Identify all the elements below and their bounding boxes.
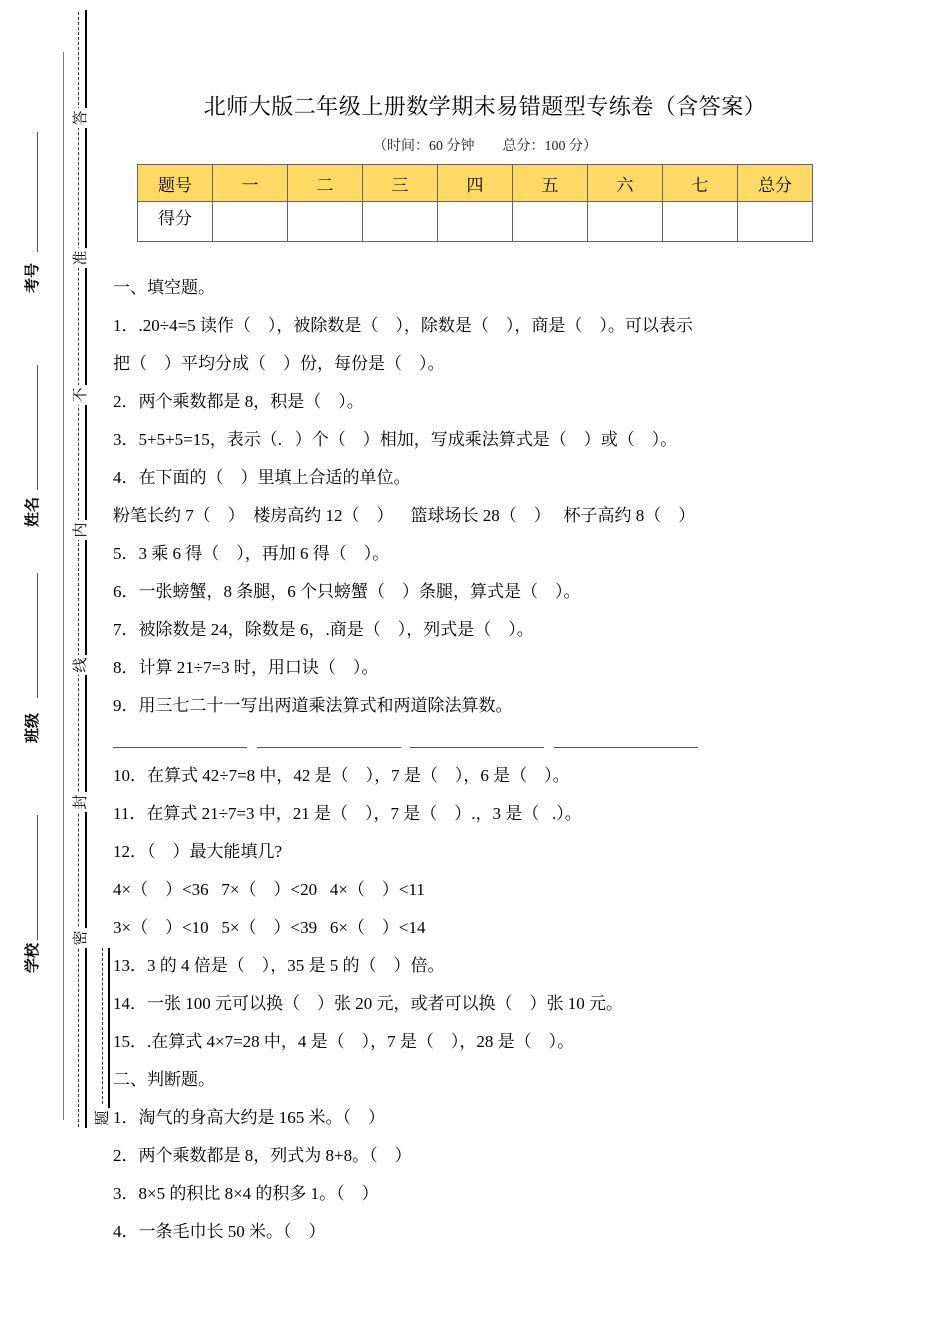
answer-blank-line[interactable] — [257, 747, 401, 748]
header-cell: 六 — [588, 165, 663, 202]
question-line: 4．在下面的（ ）里填上合适的单位。 — [113, 468, 411, 487]
score-cell[interactable] — [213, 202, 288, 242]
school-label: 学校 — [23, 943, 41, 974]
seal-char: 封 — [70, 792, 90, 812]
question-line: 3×（ ）<10 5×（ ）<39 6×（ ）<14 — [113, 918, 426, 937]
inner-dashed-line — [102, 948, 103, 1104]
header-cell: 四 — [438, 165, 513, 202]
header-cell: 总分 — [738, 165, 813, 202]
question-line: 7．被除数是 24，除数是 6，.商是（ ），列式是（ ）。 — [113, 620, 534, 639]
class-line — [37, 573, 38, 698]
seal-char: 题 — [92, 1108, 112, 1128]
exam-info: （时间：60 分钟 总分：100 分） — [373, 139, 597, 154]
question-line: 2．两个乘数都是 8，积是（ ）。 — [113, 392, 364, 411]
question-line: 13．3 的 4 倍是（ ），35 是 5 的（ ）倍。 — [113, 956, 445, 975]
inner-solid-line — [108, 948, 110, 1108]
seal-char: 准 — [70, 248, 90, 268]
question-line: 3．8×5 的积比 8×4 的积多 1。（ ） — [113, 1184, 379, 1203]
score-cell[interactable] — [588, 202, 663, 242]
question-line: 10．在算式 42÷7=8 中，42 是（ ），7 是（ ），6 是（ ）。 — [113, 766, 570, 785]
seal-char: 内 — [70, 520, 90, 540]
header-cell: 一 — [213, 165, 288, 202]
binding-dashed-line — [78, 12, 79, 1127]
question-line: 6．一张螃蟹，8 条腿，6 个只螃蟹（ ）条腿，算式是（ ）。 — [113, 582, 581, 601]
question-line: 1．淘气的身高大约是 165 米。（ ） — [113, 1108, 385, 1127]
seal-char: 答 — [70, 108, 90, 128]
school-line — [37, 815, 38, 940]
header-cell: 题号 — [138, 165, 213, 202]
score-cell[interactable] — [438, 202, 513, 242]
score-cell[interactable] — [288, 202, 363, 242]
question-line: 5．3 乘 6 得（ ），再加 6 得（ ）。 — [113, 544, 390, 563]
score-table-score-row — [138, 202, 813, 242]
question-line: 12．（ ）最大能填几? — [113, 842, 283, 861]
section-heading-fill-in: 一、填空题。 — [113, 278, 215, 297]
binding-gray-line — [63, 52, 64, 1120]
question-line: 粉笔长约 7（ ） 楼房高约 12（ ） 篮球场长 28（ ） 杯子高约 8（ ） — [113, 506, 696, 525]
exam-number-label: 考号 — [23, 263, 41, 294]
header-cell: 二 — [288, 165, 363, 202]
score-cell[interactable] — [663, 202, 738, 242]
question-line: 3．5+5+5=15，表示（. ）个（ ）相加，写成乘法算式是（ ）或（ ）。 — [113, 430, 678, 449]
question-line: 8．计算 21÷7=3 时，用口诀（ ）。 — [113, 658, 379, 677]
class-label: 班级 — [23, 713, 41, 744]
question-line: 15．.在算式 4×7=28 中，4 是（ ），7 是（ ），28 是（ ）。 — [113, 1032, 575, 1051]
question-line: 9．用三七二十一写出两道乘法算式和两道除法算数。 — [113, 696, 513, 715]
header-cell: 五 — [513, 165, 588, 202]
binding-solid-line — [85, 10, 87, 1128]
question-line: 11．在算式 21÷7=3 中，21 是（ ），7 是（ ）.，3 是（ .）。 — [113, 804, 582, 823]
student-name-label: 姓名 — [23, 497, 41, 528]
score-cell[interactable] — [363, 202, 438, 242]
score-cell[interactable] — [738, 202, 813, 242]
page-title: 北师大版二年级上册数学期末易错题型专练卷（含答案） — [203, 95, 767, 120]
header-cell: 三 — [363, 165, 438, 202]
answer-blank-line[interactable] — [554, 747, 698, 748]
answer-blank-line[interactable] — [410, 747, 544, 748]
header-cell: 七 — [663, 165, 738, 202]
question-line: 4．一条毛巾长 50 米。（ ） — [113, 1222, 326, 1241]
answer-blank-line[interactable] — [113, 747, 247, 748]
score-table — [137, 164, 813, 242]
seal-char: 不 — [70, 385, 90, 405]
question-line: 把（ ）平均分成（ ）份，每份是（ ）。 — [113, 354, 445, 373]
seal-char: 线 — [70, 655, 90, 675]
question-line: 2．两个乘数都是 8，列式为 8+8。（ ） — [113, 1146, 412, 1165]
question-line: 14．一张 100 元可以换（ ）张 20 元，或者可以换（ ）张 10 元。 — [113, 994, 623, 1013]
question-line: 1．.20÷4=5 读作（ ），被除数是（ ），除数是（ ），商是（ ）。可以表示 — [113, 316, 693, 335]
name-line — [37, 365, 38, 490]
score-cell[interactable] — [513, 202, 588, 242]
score-row-label: 得分 — [138, 202, 213, 242]
score-table-header-row — [138, 165, 813, 202]
question-line: 4×（ ）<36 7×（ ）<20 4×（ ）<11 — [113, 880, 425, 899]
seal-char: 密 — [70, 928, 90, 948]
section-heading-true-false: 二、判断题。 — [113, 1070, 215, 1089]
